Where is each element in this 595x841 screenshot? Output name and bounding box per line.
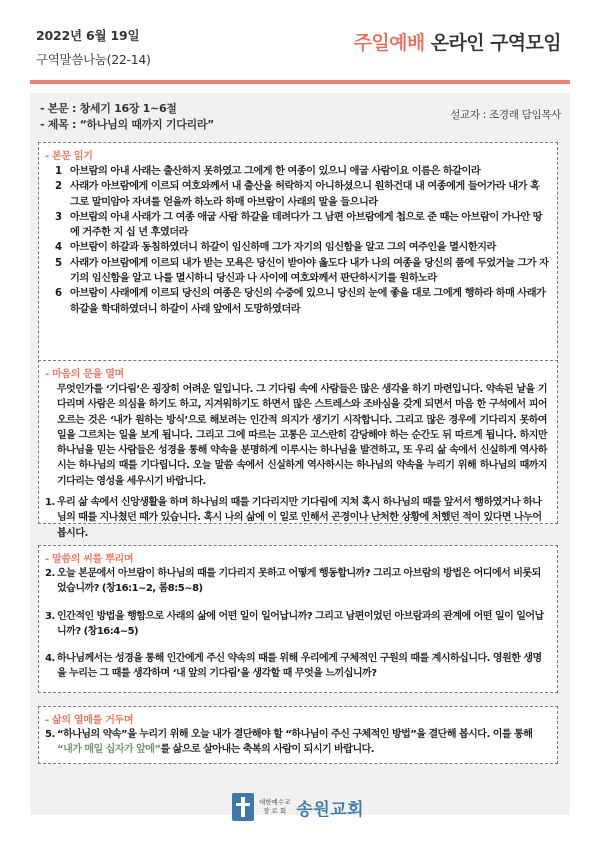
verse-number: 3 bbox=[55, 211, 62, 223]
question-item bbox=[39, 609, 557, 640]
question-text: 오늘 본문에서 아브람이 하나님의 때를 기다리지 못하고 어떻게 행동합니까? 그리고 아브람의 방법은 어디에서 비롯되었습니까? (창16:1~2, 롬8:5~8) bbox=[57, 568, 541, 595]
question-number: 5. bbox=[45, 729, 55, 740]
verse-text: 사래가 아브람에게 이르되 여호와께서 내 출산을 허락하지 아니하셨으니 원하건대 내 여종에게 들어가라 내가 혹 그로 말미암아 자녀를 얻을까 하노라 하매 아브람이 사래의 말을 들으니라 bbox=[70, 181, 540, 208]
denomination-line-1: 대한예수교 bbox=[259, 798, 291, 806]
apply-highlight: “내가 매일 십자가 앞에” bbox=[57, 744, 161, 756]
cross-icon bbox=[232, 793, 254, 821]
verse-text: 사래가 아브람에게 이르되 내가 받는 모욕은 당신이 받아야 옳도다 내가 나의 여종을 당신의 품에 두었거늘 그가 자기의 임신함을 알고 나를 멸시하니 당신과 나 사이에 여호와께서 판단하시기를 원하노라 bbox=[70, 257, 549, 285]
sermon-title-line: - 제목 : “하나님의 때까지 기다리라” bbox=[40, 118, 215, 131]
denomination-line-2: 장 로 회 bbox=[263, 807, 287, 815]
sermon-meta bbox=[40, 100, 214, 132]
verse-item bbox=[39, 286, 557, 317]
verse-text: 아브람이 사래에게 이르되 당신의 여종은 당신의 수중에 있으니 당신의 눈에 좋을 대로 그에게 행하라 하매 사래가 하갈을 학대하였더니 하갈이 사래 앞에서 도망하였더라 bbox=[70, 288, 546, 315]
page-title-accent: 주일예배 bbox=[353, 32, 425, 54]
verse-item bbox=[39, 256, 557, 287]
verse-number: 6 bbox=[55, 288, 62, 300]
apply-text-part2: 를 삶으로 살아내는 축복의 사람이 되시기 바랍니다. bbox=[160, 744, 375, 756]
question-text: 우리 삶 속에서 신앙생활을 하며 하나님의 때를 기다리지만 기다림에 지쳐 혹시 하나님의 때를 앞서서 행하였거나 하나님의 때를 지나쳤던 때가 있습니다. 혹시 나의 삶에 이 일로 인해서 곤경이나 난처한 상황에 처했던 적이 있다면 나누어 봅시다. bbox=[57, 497, 542, 539]
apply-section bbox=[38, 706, 558, 764]
question-text: 하나님께서는 성경을 통해 인간에게 주신 약속의 때를 위해 우리에게 구체적인 구원의 때를 계시하십니다. 영원한 생명을 누리는 그 때를 생각하며 ‘내 앞의 기다림’을 생각할 때 무엇을 느끼십니까? bbox=[57, 653, 542, 680]
reading-title: - 본문 읽기 bbox=[45, 151, 93, 162]
apply-title: - 삶의 열매를 거두며 bbox=[45, 715, 134, 726]
speaker-line: 설교자 : 조경래 담임목사 bbox=[450, 109, 561, 121]
verse-item bbox=[39, 164, 557, 179]
verse-item bbox=[39, 240, 557, 255]
question-text bbox=[57, 727, 547, 758]
question-number: 1. bbox=[45, 497, 55, 509]
question-number: 3. bbox=[45, 610, 55, 622]
church-logo bbox=[232, 793, 364, 821]
denomination-label bbox=[259, 798, 290, 816]
verse-text: 아브람의 아내 사래가 그 여종 애굽 사람 하갈을 데려다가 그 남편 아브람에게 첩으로 준 때는 아브람이 가나안 땅에 거주한 지 십 년 후였더라 bbox=[70, 211, 543, 239]
verse-item bbox=[39, 179, 557, 210]
page-title-rest: 온라인 구역모임 bbox=[424, 32, 561, 54]
question-item bbox=[39, 495, 557, 541]
bulletin-date: 2022년 6월 19일 bbox=[36, 28, 140, 43]
question-number: 4. bbox=[45, 653, 55, 665]
seed-section bbox=[38, 545, 558, 693]
open-mind-title: - 마음의 문을 열며 bbox=[45, 369, 124, 380]
question-item bbox=[39, 727, 557, 758]
verse-number: 1 bbox=[55, 166, 62, 177]
verse-list bbox=[39, 162, 557, 317]
verse-number: 4 bbox=[55, 242, 62, 254]
passage-line: - 본문 : 창세기 16장 1~6절 bbox=[40, 102, 177, 115]
church-name: 송원교회 bbox=[296, 799, 365, 820]
seed-title: - 말씀의 씨를 뿌리며 bbox=[45, 554, 134, 565]
question-text: 인간적인 방법을 행함으로 사래의 삶에 어떤 일이 일어납니까? 그리고 남편이었던 아브람과의 관계에 어떤 일이 일어납니까? (창16:4~5) bbox=[57, 610, 544, 637]
page-title bbox=[354, 28, 561, 55]
verse-number: 2 bbox=[55, 181, 62, 193]
question-item bbox=[39, 651, 557, 682]
verse-number: 5 bbox=[55, 257, 62, 269]
header-divider bbox=[30, 80, 570, 84]
verse-item bbox=[39, 210, 557, 241]
open-mind-section bbox=[38, 360, 558, 539]
open-mind-paragraph: 무엇인가를 ‘기다림’은 굉장히 어려운 일입니다. 그 기다림 속에 사람들은 많은 생각을 하기 마련입니다. 약속된 날을 기다리며 사람은 의심을 하기도 하고, 지겨워하기도 하면서 많은 스트레스와 조바심을 갖게 되면서 마음 한 구석에서 피어오르는 것은 ‘내가 원하는 방식’으로 해보려는 인간적 의지가 생기기 시작합니다. 그리고 많은 경우에 기다리지 못하여 일을 그르치는 일을 보게 됩니다. 그리고 그에 따르는 고통은 고스란히 감당해야 하는 순간도 뒤 따르게 됩니다. 하지만 하나님을 믿는 사람들은 성경을 통해 약속을 분명하게 이루시는 하나님을 발견하고, 또 우리 삶 속에서 신실하게 역사하시는 하나님의 때를 기다립니다. 오늘 말씀 속에서 신실하게 역사하시는 하나님의 약속을 누리기 위해 하나님의 때까지 기다리는 영성을 세우시기 바랍니다. bbox=[57, 384, 547, 487]
verse-text: 아브람의 아내 사래는 출산하지 못하였고 그에게 한 여종이 있으니 애굽 사람이요 이름은 하갈이라 bbox=[70, 166, 481, 177]
question-item bbox=[39, 566, 557, 597]
verse-text: 아브람이 하갈과 동침하였더니 하갈이 임신하매 그가 자기의 임신함을 알고 그의 여주인을 멸시한지라 bbox=[70, 242, 496, 254]
bulletin-subtitle: 구역말씀나눔(22-14) bbox=[36, 52, 151, 67]
apply-text-part1: “하나님의 약속”을 누리기 위해 오늘 내가 결단해야 할 “하나님이 주신 구체적인 방법”을 결단해 봅시다. 이를 통해 bbox=[57, 729, 533, 740]
question-number: 2. bbox=[45, 568, 55, 579]
